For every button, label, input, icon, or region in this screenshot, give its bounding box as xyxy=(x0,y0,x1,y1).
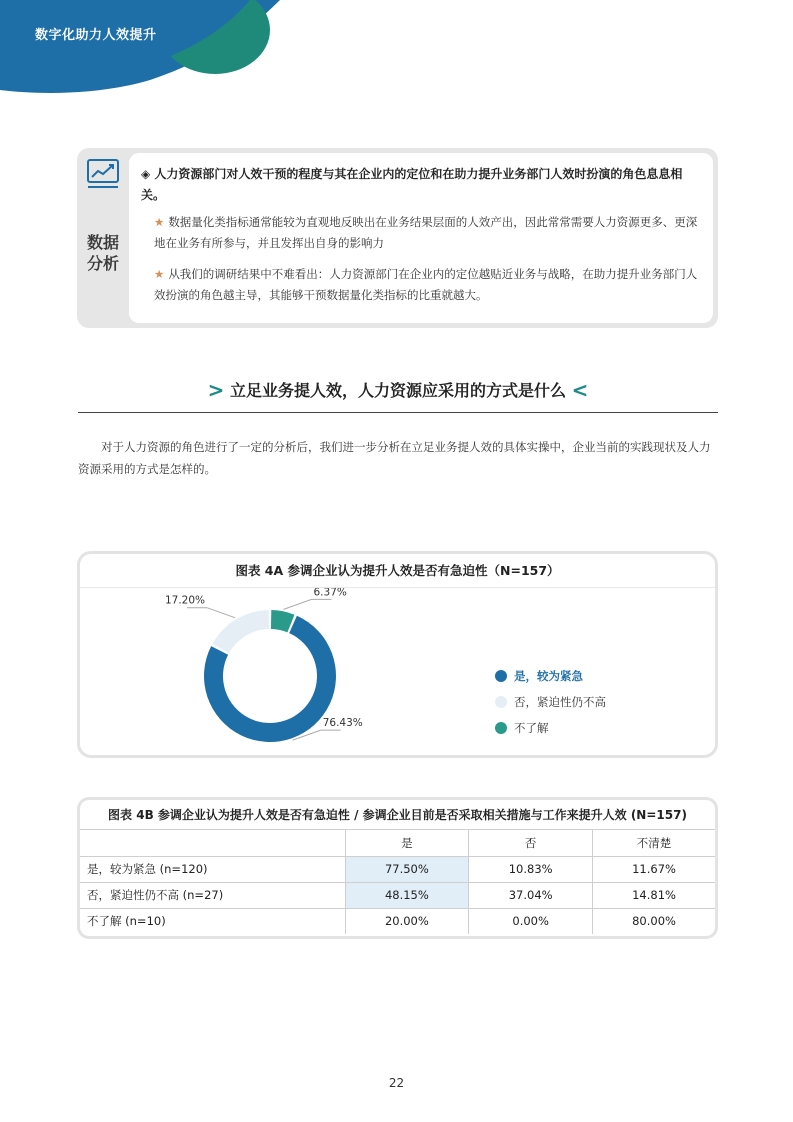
label-leader-line xyxy=(187,608,235,618)
table-row-label: 是，较为紧急 (n=120) xyxy=(80,856,345,882)
table-row-label: 否，紧迫性仍不高 (n=27) xyxy=(80,882,345,908)
table-cell: 77.50% xyxy=(345,856,469,882)
table-cell: 48.15% xyxy=(345,882,469,908)
table-cell: 20.00% xyxy=(345,908,469,934)
table-cell: 80.00% xyxy=(593,908,715,934)
header-title: 数字化助力人效提升 xyxy=(35,28,157,43)
legend-marker xyxy=(495,722,507,734)
intro-paragraph: 对于人力资源的角色进行了一定的分析后，我们进一步分析在立足业务提人效的具体实操中，企业当前的实践现状及人力资源采用的方式是怎样的。 xyxy=(78,440,711,476)
analysis-sidebar xyxy=(77,148,129,328)
analysis-content xyxy=(129,153,713,323)
chevron-left-icon: < xyxy=(571,378,589,402)
table-row xyxy=(80,908,715,934)
data-label: 17.20% xyxy=(164,594,206,607)
figure-4b-title: 图表 4B 参调企业认为提升人效是否有急迫性 / 参调企业目前是否采取相关措施与工作来提升人效 (N=157) xyxy=(80,800,715,830)
chevron-right-icon: > xyxy=(207,378,225,402)
table-header-cell: 是 xyxy=(345,830,469,856)
analysis-headline: ◈ 人力资源部门对人效干预的程度与其在企业内的定位和在助力提升业务部门人效时扮演的角色息息相关。 xyxy=(141,167,683,202)
analysis-point-text: 从我们的调研结果中不难看出：人力资源部门在企业内的定位越贴近业务与战略，在助力提升业务部门人效扮演的角色越主导，其能够干预数据量化类指标的比重就越大。 xyxy=(154,267,698,302)
side-label-line1: 数据 xyxy=(86,233,119,252)
header-decoration xyxy=(0,0,793,110)
analysis-point xyxy=(154,212,699,254)
data-label: 6.37% xyxy=(313,588,347,599)
legend-marker xyxy=(495,696,507,708)
table-header-cell: 不清楚 xyxy=(593,830,715,856)
donut-slice xyxy=(212,610,269,653)
table-cell: 0.00% xyxy=(469,908,593,934)
star-icon: ★ xyxy=(154,267,165,281)
crosstab-table xyxy=(80,830,715,934)
figure-4b xyxy=(77,797,718,939)
table-cell: 11.67% xyxy=(593,856,715,882)
table-cell: 14.81% xyxy=(593,882,715,908)
analysis-side-label xyxy=(77,232,129,274)
figure-4a xyxy=(77,551,718,758)
data-analysis-box xyxy=(77,148,718,328)
section-title-text: 立足业务提人效，人力资源应采用的方式是什么 xyxy=(229,381,566,400)
section-title xyxy=(78,378,718,402)
analysis-point xyxy=(154,264,699,306)
table-row-label: 不了解 (n=10) xyxy=(87,914,166,929)
figure-4a-title: 图表 4A 参调企业认为提升人效是否有急迫性（N=157） xyxy=(80,554,715,588)
table-row xyxy=(80,856,715,882)
table-header-cell xyxy=(80,830,345,856)
table-header-row xyxy=(80,830,715,856)
star-icon: ★ xyxy=(154,215,165,229)
legend-label: 否，紧迫性仍不高 xyxy=(514,695,606,709)
donut-chart xyxy=(80,588,715,755)
table-cell: 10.83% xyxy=(469,856,593,882)
donut-slice xyxy=(271,610,295,632)
label-leader-line xyxy=(284,599,332,609)
table-cell: 37.04% xyxy=(469,882,593,908)
line-chart-icon xyxy=(86,158,120,190)
side-label-line2: 分析 xyxy=(86,254,119,273)
section-divider xyxy=(78,412,718,413)
legend-label: 不了解 xyxy=(514,721,549,735)
table-header-cell: 否 xyxy=(469,830,593,856)
analysis-point-text: 数据量化类指标通常能较为直观地反映出在业务结果层面的人效产出，因此常常需要人力资源更多、更深地在业务有所参与，并且发挥出自身的影响力 xyxy=(154,215,698,250)
table-row xyxy=(80,882,715,908)
data-label: 76.43% xyxy=(322,717,363,730)
legend-marker xyxy=(495,670,507,682)
legend-label: 是，较为紧急 xyxy=(514,669,583,683)
page-number: 22 xyxy=(388,1076,405,1090)
